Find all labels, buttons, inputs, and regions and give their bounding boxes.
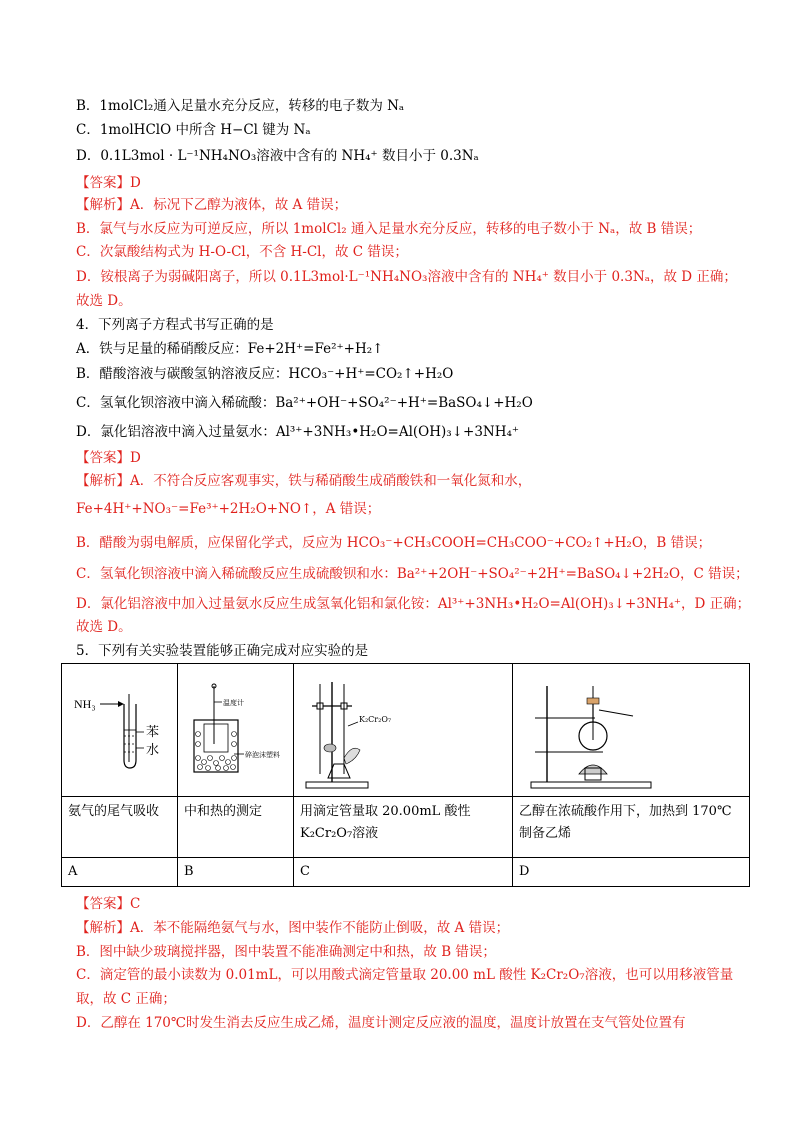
option-label-b: B bbox=[178, 858, 294, 887]
caption-d: 乙醇在浓硫酸作用下，加热到 170℃制备乙烯 bbox=[513, 797, 750, 858]
apparatus-d-cell bbox=[513, 664, 750, 797]
text-line-q3e5: 故选 D。 bbox=[76, 293, 132, 309]
text-line-q3ans: 【答案】D bbox=[76, 175, 141, 191]
caption-c: 用滴定管量取 20.00mL 酸性 K₂Cr₂O₇溶液 bbox=[294, 797, 513, 858]
apparatus-b-cell bbox=[178, 664, 294, 797]
foam-label: 碎泡沫塑料 bbox=[245, 751, 280, 759]
text-line-q4e3: B．醋酸为弱电解质，应保留化学式，反应为 HCO₃⁻+CH₃COOH=CH₃COO⁻+CO₂↑+H₂O，B 错误； bbox=[76, 535, 712, 551]
text-line-q3c: C．1molHClO 中所含 H−Cl 键为 Nₐ bbox=[76, 122, 311, 138]
text-line-q3e2: B．氯气与水反应为可逆反应，所以 1molCl₂ 通入足量水充分反应，转移的电子数小于 Nₐ，故 B 错误； bbox=[76, 221, 702, 237]
text-line-q5ans: 【答案】C bbox=[76, 896, 141, 912]
text-line-q3d: D．0.1L3mol · L⁻¹NH₄NO₃溶液中含有的 NH₄⁺ 数目小于 0.3Nₐ bbox=[76, 148, 479, 164]
caption-b: 中和热的测定 bbox=[178, 797, 294, 858]
text-line-q4e5: D．氯化铝溶液中加入过量氨水反应生成氢氧化铝和氯化铵：Al³⁺+3NH₃•H₂O=Al(OH)₃↓+3NH₄⁺，D 正确； bbox=[76, 596, 751, 612]
option-label-d: D bbox=[513, 858, 750, 887]
benzene-label: 苯 bbox=[146, 725, 160, 740]
water-label: 水 bbox=[146, 743, 160, 758]
apparatus-a-cell bbox=[62, 664, 178, 797]
text-line-q5e5: D．乙醇在 170℃时发生消去反应生成乙烯，温度计测定反应液的温度，温度计放置在支气管处位置有 bbox=[76, 1015, 686, 1031]
text-line-q3b: B．1molCl₂通入足量水充分反应，转移的电子数为 Nₐ bbox=[76, 98, 405, 114]
text-line-q4ans: 【答案】D bbox=[76, 450, 141, 466]
text-line-q4d: D．氯化铝溶液中滴入过量氨水：Al³⁺+3NH₃•H₂O=Al(OH)₃↓+3NH₄⁺ bbox=[76, 424, 520, 440]
apparatus-d-diagram bbox=[513, 664, 749, 796]
apparatus-c-diagram bbox=[294, 664, 512, 796]
reagent-label: K₂Cr₂O₇ bbox=[359, 715, 392, 724]
apparatus-a-diagram bbox=[62, 664, 177, 796]
apparatus-c-cell bbox=[294, 664, 513, 797]
option-label-a: A bbox=[62, 858, 178, 887]
text-line-q5e1: 【解析】A．苯不能隔绝氨气与水，图中装作不能防止倒吸，故 A 错误； bbox=[76, 920, 510, 936]
text-line-q4e6: 故选 D。 bbox=[76, 619, 132, 635]
text-line-q5: 5．下列有关实验装置能够正确完成对应实验的是 bbox=[76, 643, 369, 659]
text-line-q5e3: C．滴定管的最小读数为 0.01mL，可以用酸式滴定管量取 20.00 mL 酸性 K₂Cr₂O₇溶液，也可以用移液管量 bbox=[76, 967, 734, 983]
experiment-table bbox=[61, 663, 750, 887]
apparatus-b-diagram bbox=[178, 664, 293, 796]
text-line-q5e2: B．图中缺少玻璃搅拌器，图中装置不能准确测定中和热，故 B 错误； bbox=[76, 944, 496, 960]
text-line-q3e1: 【解析】A．标况下乙醇为液体，故 A 错误； bbox=[76, 197, 348, 213]
caption-a: 氨气的尾气吸收 bbox=[62, 797, 178, 858]
text-line-q5e4: 取，故 C 正确； bbox=[76, 991, 176, 1007]
text-line-q3e3: C．次氯酸结构式为 H-O-Cl，不含 H-Cl，故 C 错误； bbox=[76, 244, 408, 260]
text-line-q4e2: Fe+4H⁺+NO₃⁻=Fe³⁺+2H₂O+NO↑，A 错误； bbox=[76, 501, 381, 517]
option-label-c: C bbox=[294, 858, 513, 887]
text-line-q4e4: C．氢氧化钡溶液中滴入稀硫酸反应生成硫酸钡和水：Ba²⁺+2OH⁻+SO₄²⁻+2H⁺=BaSO₄↓+2H₂O，C 错误； bbox=[76, 566, 749, 582]
text-line-q4c: C．氢氧化钡溶液中滴入稀硫酸：Ba²⁺+OH⁻+SO₄²⁻+H⁺=BaSO₄↓+H₂O bbox=[76, 395, 533, 411]
nh3-label: NH₃ bbox=[74, 697, 96, 711]
text-line-q4a: A．铁与足量的稀硝酸反应：Fe+2H⁺=Fe²⁺+H₂↑ bbox=[76, 341, 384, 357]
text-line-q3e4: D．铵根离子为弱碱阳离子，所以 0.1L3mol·L⁻¹NH₄NO₃溶液中含有的 NH₄⁺ 数目小于 0.3Nₐ，故 D 正确； bbox=[76, 269, 737, 285]
thermometer-label: 温度计 bbox=[223, 699, 244, 707]
text-line-q4: 4．下列离子方程式书写正确的是 bbox=[76, 317, 274, 333]
text-line-q4b: B．醋酸溶液与碳酸氢钠溶液反应：HCO₃⁻+H⁺=CO₂↑+H₂O bbox=[76, 366, 454, 382]
text-line-q4e1: 【解析】A．不符合反应客观事实，铁与稀硝酸生成硝酸铁和一氧化氮和水， bbox=[76, 473, 532, 489]
